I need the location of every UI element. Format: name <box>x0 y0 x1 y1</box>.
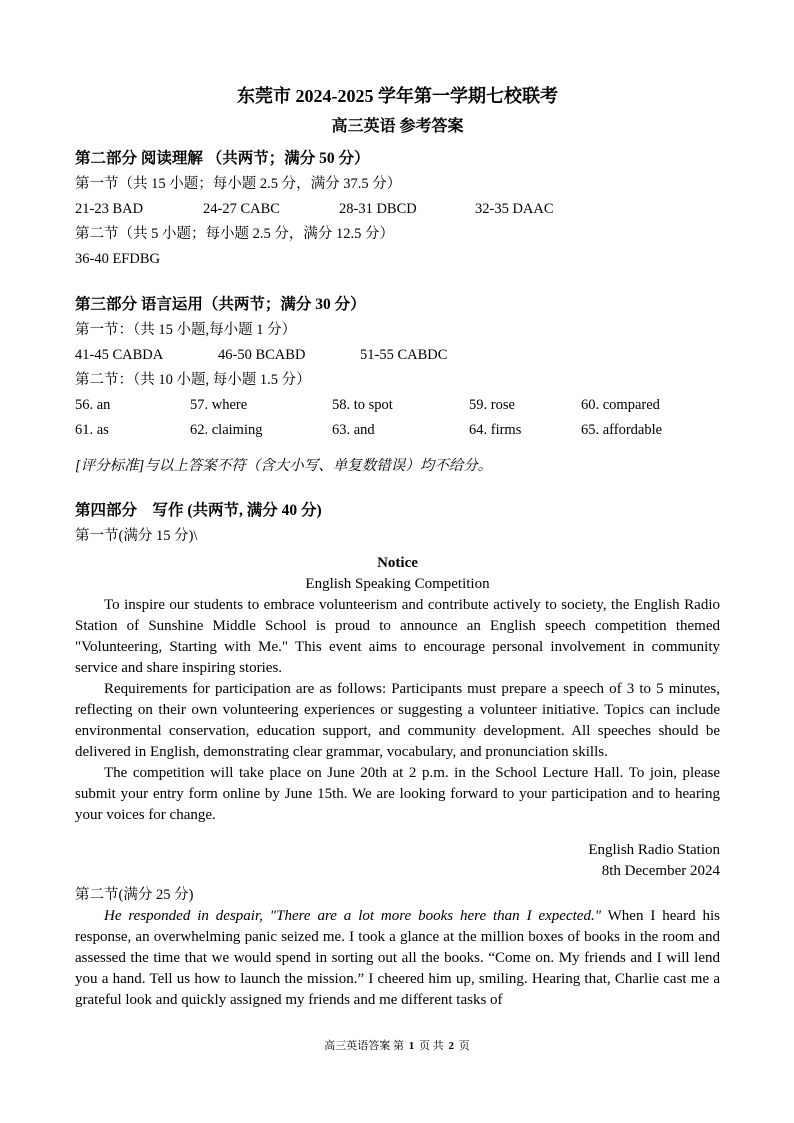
part3-section1-label: 第一节：（共 15 小题,每小题 1 分） <box>75 322 297 338</box>
part3-heading: 第三部分 语言运用（共两节；满分 30 分） <box>75 296 366 313</box>
doc-title: 东莞市 2024-2025 学年第一学期七校联考 <box>237 86 558 106</box>
part4-section1-label: 第一节(满分 15 分)\ <box>75 528 198 544</box>
footer-page-number: 1 <box>408 1040 415 1052</box>
answer-item: 41-45 CABDA <box>75 347 164 363</box>
signature-name: English Radio Station <box>588 842 720 858</box>
part3-section2-answers-row1 <box>75 393 720 418</box>
part2-section2-label: 第二节（共 5 小题；每小题 2.5 分，满分 12.5 分） <box>75 226 394 242</box>
part3-section2-label: 第二节：（共 10 小题, 每小题 1.5 分） <box>75 372 311 388</box>
part2-section2-answers: 36-40 EFDBG <box>75 251 160 267</box>
answer-item: 46-50 BCABD <box>218 347 306 363</box>
part3-section1-answers <box>75 343 720 368</box>
answer-item: 60. compared <box>581 397 660 413</box>
part4-heading: 第四部分 写作 (共两节, 满分 40 分) <box>75 502 322 519</box>
answer-item: 21-23 BAD <box>75 201 144 217</box>
notice-paragraph: The competition will take place on June 20th at 2 p.m. in the School Lecture Hall. To join, please submit your entry form online by June 15th. We are looking forward to your participation and to hearing your voices for change. <box>75 765 720 823</box>
answer-item: 64. firms <box>469 422 522 438</box>
part4-section2-label: 第二节(满分 25 分) <box>75 887 194 903</box>
answer-item: 62. claiming <box>190 422 263 438</box>
grading-note: [评分标准]与以上答案不符（含大小写、单复数错误）均不给分。 <box>75 458 493 474</box>
part2-heading: 第二部分 阅读理解 （共两节；满分 50 分） <box>75 150 370 167</box>
answer-item: 59. rose <box>469 397 515 413</box>
notice-title: Notice <box>377 555 418 571</box>
footer-total-pages: 2 <box>448 1040 454 1052</box>
answer-item: 63. and <box>332 422 375 438</box>
part2-section1-answers <box>75 197 720 222</box>
answer-item: 57. where <box>190 397 248 413</box>
answer-item: 32-35 DAAC <box>475 201 554 217</box>
answer-item: 28-31 DBCD <box>339 201 417 217</box>
notice-subtitle: English Speaking Competition <box>305 576 490 592</box>
answer-item: 51-55 CABDC <box>360 347 448 363</box>
signature-date: 8th December 2024 <box>601 863 720 879</box>
answer-item: 58. to spot <box>332 397 393 413</box>
story-opening: He responded in despair, "There are a lot more books here than I expected." <box>104 908 601 924</box>
answer-item: 56. an <box>75 397 111 413</box>
footer-label: 页 共 <box>419 1040 444 1052</box>
page-content <box>75 84 720 1011</box>
answer-item: 61. as <box>75 422 109 438</box>
footer-label: 页 <box>458 1040 470 1052</box>
part2-section1-label: 第一节（共 15 小题；每小题 2.5 分，满分 37.5 分） <box>75 176 402 192</box>
notice-paragraph: Requirements for participation are as follows: Participants must prepare a speech of 3 to 5 minutes, reflecting on their own volunteering experiences or suggesting a volunteer initiative. Topics can include environmental conservation, education support, and community development. All speeches should be delivered in English, demonstrating clear grammar, vocabulary, and pronunciation skills. <box>75 681 720 760</box>
signature-block <box>75 840 720 882</box>
part3-section2-answers-row2 <box>75 418 720 443</box>
page-footer <box>0 1038 794 1054</box>
answer-item: 24-27 CABC <box>203 201 280 217</box>
footer-label: 高三英语答案 第 <box>324 1040 404 1052</box>
doc-subtitle: 高三英语 参考答案 <box>331 118 464 135</box>
story-paragraph <box>75 906 720 1011</box>
notice-paragraph: To inspire our students to embrace volunteerism and contribute actively to society, the English Radio Station of Sunshine Middle School is proud to announce an English speech competition themed "Volunteering, Starting with Me." This event aims to encourage personal involvement in community service and share inspiring stories. <box>75 597 720 676</box>
story-continuation: When I heard his response, an overwhelming panic seized me. I took a glance at the million boxes of books in the room and assessed the time that we would spend in sorting out all the books. “Come on. My friends and I will lend you a hand. Tell us how to launch the mission.” I cheered him up, smiling. Hearing that, Charlie cast me a grateful look and quickly assigned my friends and me different tasks of <box>75 908 720 1008</box>
answer-item: 65. affordable <box>581 422 663 438</box>
